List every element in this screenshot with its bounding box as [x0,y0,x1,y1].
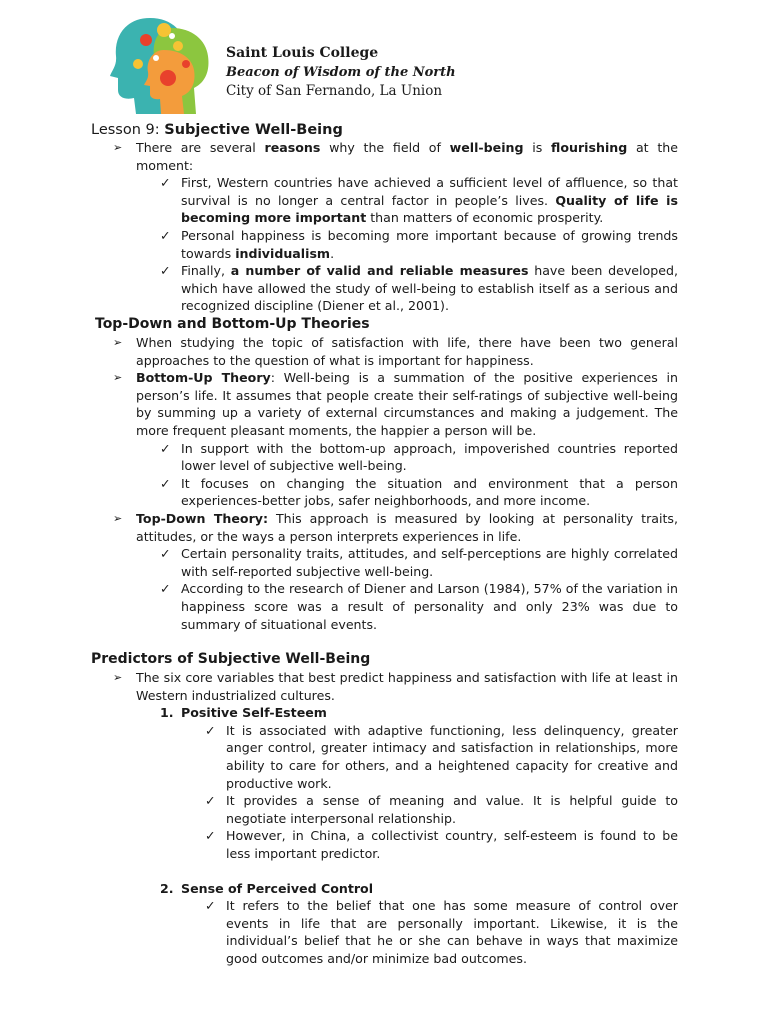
list-item: ✓ It is associated with adaptive functioning, less delinquency, greater anger control, greater intimacy and satisfaction in relationships, more ability to care for others, and a heightened capacity for creative and productive work. [205,722,678,791]
college-header [226,44,456,101]
list-item: ➢ Bottom-Up Theory: Well-being is a summation of the positive experiences in person’s life. It assumes that people create their self-ratings of subjective well-being by summing up a variety of external circumstances and making a judgement. The more frequent pleasant moments, the happier a person will be. [113,370,678,438]
lesson-name: Subjective Well-Being [164,122,343,138]
checkmark-bullet-icon: ✓ [160,581,171,597]
checkmark-bullet-icon: ✓ [160,263,171,279]
college-name: Saint Louis College [226,45,379,61]
numbered-item: 2. Sense of Perceived Control [160,880,374,896]
predictors-title: Predictors of Subjective Well-Being [91,651,371,667]
item-number: 1. [160,705,174,721]
list-item: ✓ First, Western countries have achieved a sufficient level of affluence, so that survival is no longer a central factor in people’s lives. Quality of life is becoming more important than matters of economic prosperity. [160,175,678,226]
theories-title: Top-Down and Bottom-Up Theories [95,316,370,332]
list-item: ✓ Finally, a number of valid and reliable measures have been developed, which have allowed the study of well-being to establish itself as a serious and recognized discipline (Diener et al., 2001). [160,263,678,314]
list-item: ✓ According to the research of Diener and Larson (1984), 57% of the variation in happiness score was a result of personality and only 23% was due to summary of situational events. [160,581,678,632]
spacer [0,863,768,880]
list-item: ✓ Certain personality traits, attitudes, and self-perceptions are highly correlated with self-reported subjective well-being. [160,546,678,579]
checkmark-bullet-icon: ✓ [160,440,171,456]
list-item: ✓ It provides a sense of meaning and value. It is helpful guide to negotiate interpersonal relationship. [205,793,678,826]
checkmark-bullet-icon: ✓ [160,546,171,562]
list-item: ✓ However, in China, a collectivist country, self-esteem is found to be less important predictor. [205,828,678,861]
college-logo-icon [106,8,214,118]
arrow-bullet-icon: ➢ [113,671,123,684]
list-item: ➢ When studying the topic of satisfaction with life, there have been two general approaches to the question of what is important for happiness. [113,335,678,368]
checkmark-bullet-icon: ✓ [160,175,171,191]
arrow-bullet-icon: ➢ [113,371,123,385]
theories-section [0,334,768,633]
checkmark-bullet-icon: ✓ [205,722,216,738]
arrow-bullet-icon: ➢ [113,511,123,525]
arrow-bullet-icon: ➢ [113,336,123,349]
checkmark-bullet-icon: ✓ [205,898,216,914]
checkmark-bullet-icon: ✓ [160,475,171,491]
lesson-prefix: Lesson 9: [91,122,165,138]
checkmark-bullet-icon: ✓ [160,227,171,243]
reasons-section [0,139,768,315]
checkmark-bullet-icon: ✓ [205,793,216,809]
list-item: ✓ Personal happiness is becoming more important because of growing trends towards individualism. [160,227,678,261]
arrow-bullet-icon: ➢ [113,141,123,154]
college-tagline: Beacon of Wisdom of the North [226,65,456,80]
item-number: 2. [160,880,174,896]
list-item: ✓ In support with the bottom-up approach, impoverished countries reported lower level of subjective well-being. [160,440,678,474]
list-item: ✓ It refers to the belief that one has some measure of control over events in life that are personally important. Likewise, it is the individual’s belief that he or she can behave in ways that maximize good outcomes and/or minimize bad outcomes. [205,898,678,966]
numbered-item: 1. Positive Self-Esteem [160,705,327,721]
college-address: City of San Fernando, La Union [226,83,443,99]
checkmark-bullet-icon: ✓ [205,828,216,844]
list-item: ➢ The six core variables that best predict happiness and satisfaction with life at least in Western industrialized cultures. [113,670,678,703]
lesson-title [91,121,343,139]
predictors-section [0,669,768,968]
list-item: ➢ There are several reasons why the field of well-being is flourishing at the moment: [113,140,678,173]
list-item: ➢ Top-Down Theory: This approach is measured by looking at personality traits, attitudes, or the ways a person interprets experiences in life. [113,510,678,544]
list-item: ✓ It focuses on changing the situation and environment that a person experiences-better jobs, safer neighborhoods, and more income. [160,475,678,509]
